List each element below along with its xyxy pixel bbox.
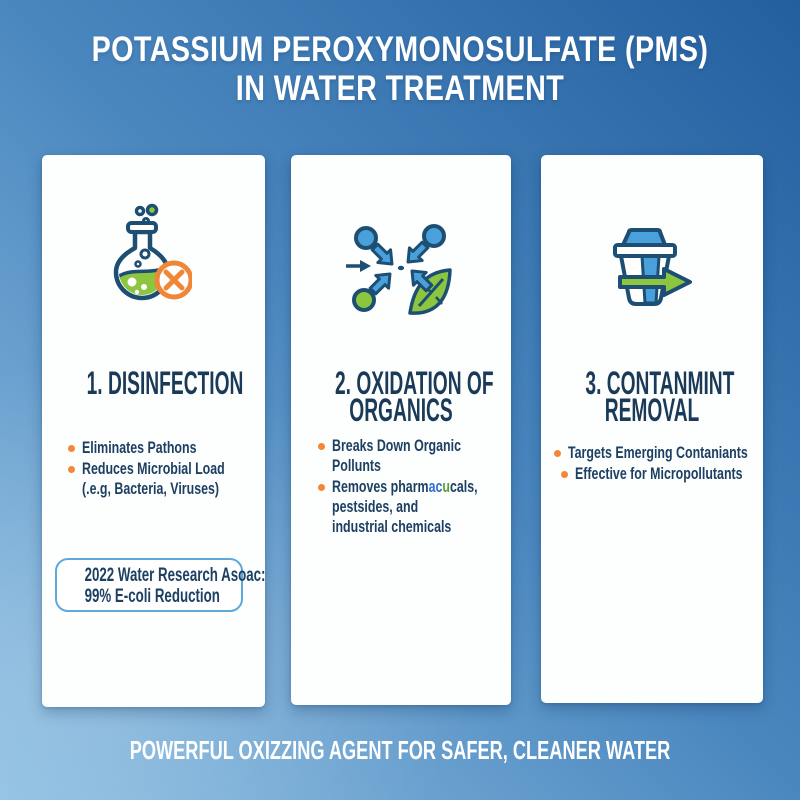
heading-line: ORGANICS — [349, 392, 453, 428]
heading-line: 2. OXIDATION OF — [335, 365, 494, 401]
title-line-2: IN WATER TREATMENT — [235, 69, 565, 108]
bullet-dot — [561, 471, 568, 478]
bullet-text: (.e.g, Bacteria, Viruses) — [82, 479, 220, 498]
card-heading — [541, 365, 763, 428]
heading-line: REMOVAL — [604, 392, 700, 428]
page-title — [0, 30, 800, 108]
bullet-dot — [318, 443, 325, 450]
bullet-dot — [318, 484, 325, 491]
rich-text-blue: ac — [428, 477, 443, 496]
tagline-text: POWERFUL OXIZZING AGENT FOR SAFER, CLEANER WATER — [129, 735, 671, 765]
bullet-list — [42, 438, 265, 500]
heading-line: 1. DISINFECTION — [86, 365, 244, 401]
heading-line: 3. CONTANMINT — [585, 365, 735, 401]
bullet-text-rich — [332, 477, 478, 497]
bullet-text: Effective for Micropollutants — [575, 464, 743, 483]
title-line-1: POTASSIUM PEROXYMONOSULFATE (PMS) — [91, 30, 709, 69]
rich-text-post: cals, — [449, 477, 478, 496]
footer-tagline — [0, 736, 800, 764]
bullet-text: industrial chemicals — [332, 517, 452, 536]
rich-text-pre: Removes pharm — [332, 477, 429, 496]
bullet-text: Pollunts — [332, 456, 381, 475]
molecule-breakdown-leaf-icon — [346, 224, 456, 318]
list-item — [318, 436, 503, 476]
card-disinfection — [42, 155, 265, 707]
bullet-text: Eliminates Pathons — [82, 438, 197, 457]
flask-no-pathogens-icon — [112, 203, 192, 305]
list-item — [318, 477, 503, 537]
bullet-text: Reduces Microbial Load — [82, 459, 225, 478]
bullet-text: pestsides, and — [332, 497, 419, 516]
list-item — [554, 443, 759, 463]
badge-line: 99% E-coli Reduction — [84, 586, 220, 607]
card-contaminant-removal — [541, 155, 763, 703]
bullet-dot — [68, 445, 75, 452]
list-item — [68, 459, 257, 499]
bullet-list — [291, 436, 511, 538]
badge-line: 2022 Water Research Asoac: — [84, 565, 266, 586]
rich-text-green: u — [442, 477, 450, 496]
bullet-text: Targets Emerging Contaniants — [568, 443, 748, 462]
card-heading — [42, 365, 265, 401]
bullet-dot — [68, 466, 75, 473]
bullet-list — [541, 443, 763, 485]
research-stat-badge — [55, 558, 266, 612]
card-oxidation — [291, 155, 511, 705]
list-item — [554, 464, 759, 484]
bullet-text: Breaks Down Organic — [332, 436, 461, 455]
card-heading — [291, 365, 511, 428]
bullet-dot — [554, 450, 561, 457]
filter-cup-arrow-icon — [612, 228, 694, 308]
list-item — [68, 438, 257, 458]
